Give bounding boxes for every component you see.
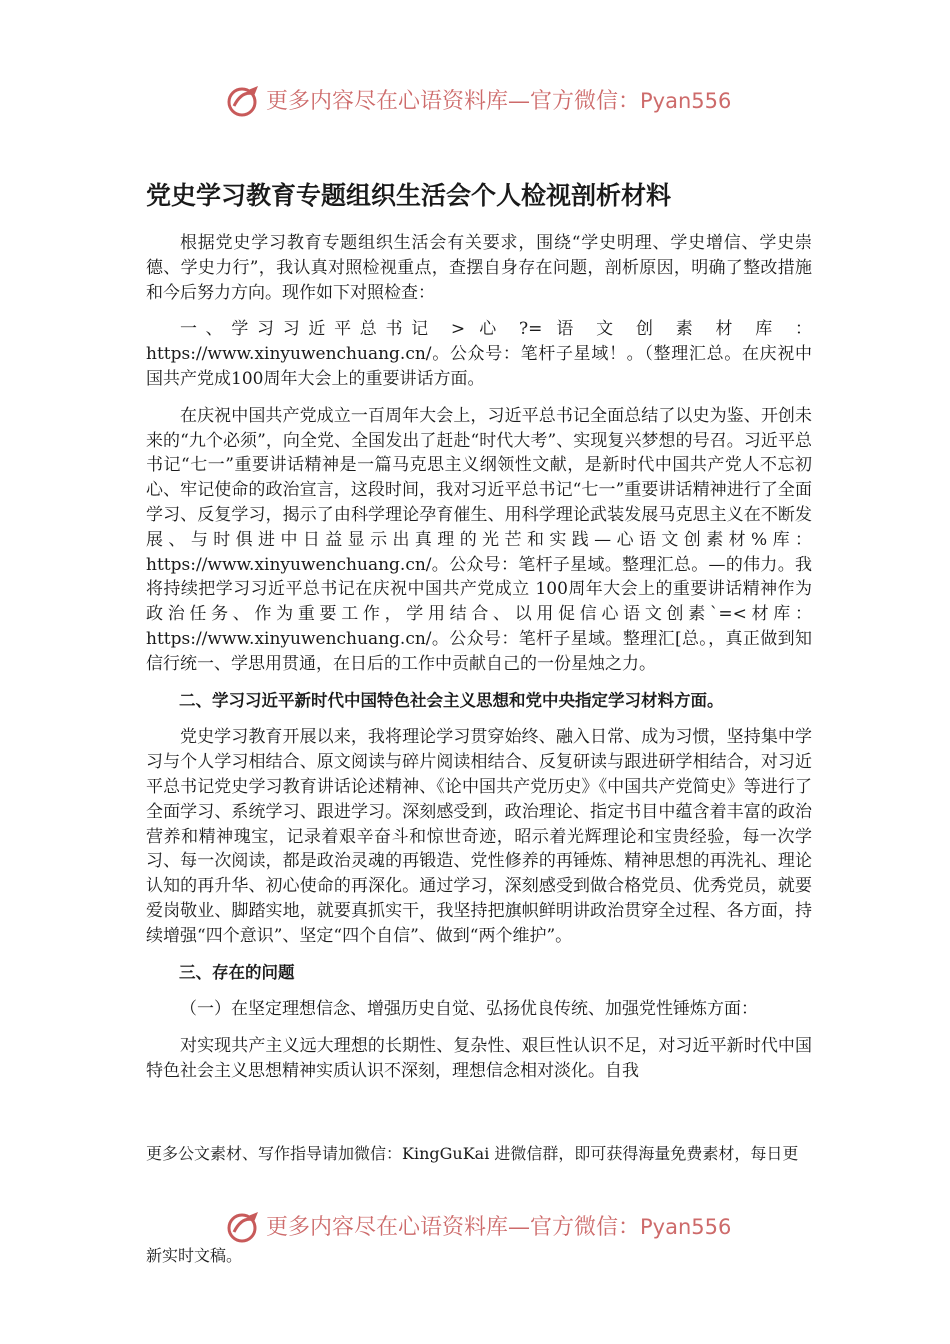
logo-icon (226, 84, 262, 120)
section-3-body-paragraph: 对实现共产主义远大理想的长期性、复杂性、艰巨性认识不足，对习近平新时代中国特色社会主义思想精神实质认识不深刻，理想信念相对淡化。自我 (146, 1036, 812, 1081)
section-2-body-paragraph: 党史学习教育开展以来，我将理论学习贯穿始终、融入日常、成为习惯，坚持集中学习与个人学习相结合、原文阅读与碎片阅读相结合、反复研读与跟进研学相结合，对习近平总书记党史学习教育讲话论述精神、《论中国共产党历史》《中国共产党简史》等进行了全面学习、系统学习、跟进学习。深刻感受到，政治理论、指定书目中蕴含着丰富的政治营养和精神瑰宝，记录着艰辛奋斗和惊世奇迹，昭示着光辉理论和宝贵经验，每一次学习、每一次阅读，都是政治灵魂的再锻造、党性修养的再锤炼、精神思想的再洗礼、理论认知的再升华、初心使命的再深化。通过学习，深刻感受到做合格党员、优秀党员，就要爱岗敬业、脚踏实地，就要真抓实干，我坚持把旗帜鲜明讲政治贯穿全过程、各方面，持续增强“四个意识”、坚定“四个自信”、做到“两个维护”。 (146, 727, 812, 946)
section-1-heading-paragraph: 一、学习习近平总书记 > 心 ?= 语 文 创 素 材 库 ： https://www.xinyuwenchuang.cn/。公众号：笔杆子星域！。（整理汇总。在庆祝中国共产党成100周年大会上的重要讲话方面。 (146, 319, 812, 389)
section-3-heading: 三、存在的问题 (179, 962, 295, 982)
document-body (146, 231, 812, 1084)
section-2-heading: 二、学习习近平新时代中国特色社会主义思想和党中央指定学习材料方面。 (179, 690, 724, 710)
footer-notice: 更多公文素材、写作指导请加微信：KingGuKai 进微信群，即可获得海量免费素材，每日更 (146, 1144, 799, 1163)
logo-icon (226, 1210, 262, 1246)
subsection-1-heading: （一）在坚定理想信念、增强历史自觉、弘扬优良传统、加强党性锤炼方面： (180, 999, 758, 1020)
document-title: 党史学习教育专题组织生活会个人检视剖析材料 (146, 181, 672, 210)
header-watermark-banner (0, 82, 950, 122)
section-1-body-paragraph: 在庆祝中国共产党成立一百周年大会上，习近平总书记全面总结了以史为鉴、开创未来的“九个必须”，向全党、全国发出了赶赴“时代大考”、实现复兴梦想的号召。习近平总书记“七一”重要讲话精神是一篇马克思主义纲领性文献，是新时代中国共产党人不忘初心、牢记使命的政治宣言，这段时间，我对习近平总书记“七一”重要讲话精神进行了全面学习、反复学习，揭示了由科学理论孕育催生、用科学理论武装发展马克思主义在不断发展、与时俱进中日益显示出真理的光芒和实践—心语文创素材%库：https://www.xinyuwenchuang.cn/。公众号：笔杆子星域。整理汇总。—的伟力。我将持续把学习习近平总书记在庆祝中国共产党成立 100周年大会上的重要讲话精神作为政治任务、作为重要工作，学用结合、以用促信心语文创素`=<材库：https://www.xinyuwenchuang.cn/。公众号：笔杆子星域。整理汇[总。，真正做到知信行统一、学思用贯通，在日后的工作中贡献自己的一份星烛之力。 (146, 405, 812, 674)
banner-text: 更多内容尽在心语资料库—官方微信：Pyan556 (266, 1215, 732, 1240)
banner-text: 更多内容尽在心语资料库—官方微信：Pyan556 (266, 89, 732, 114)
footer-watermark-banner (0, 1208, 950, 1248)
intro-paragraph: 根据党史学习教育专题组织生活会有关要求，围绕“学史明理、学史增信、学史崇德、学史力行”，我认真对照检视重点，查摆自身存在问题，剖析原因，明确了整改措施和今后努力方向。现作如下对照检查： (146, 233, 812, 303)
footer-notice-continued: 新实时文稿。 (146, 1246, 243, 1265)
